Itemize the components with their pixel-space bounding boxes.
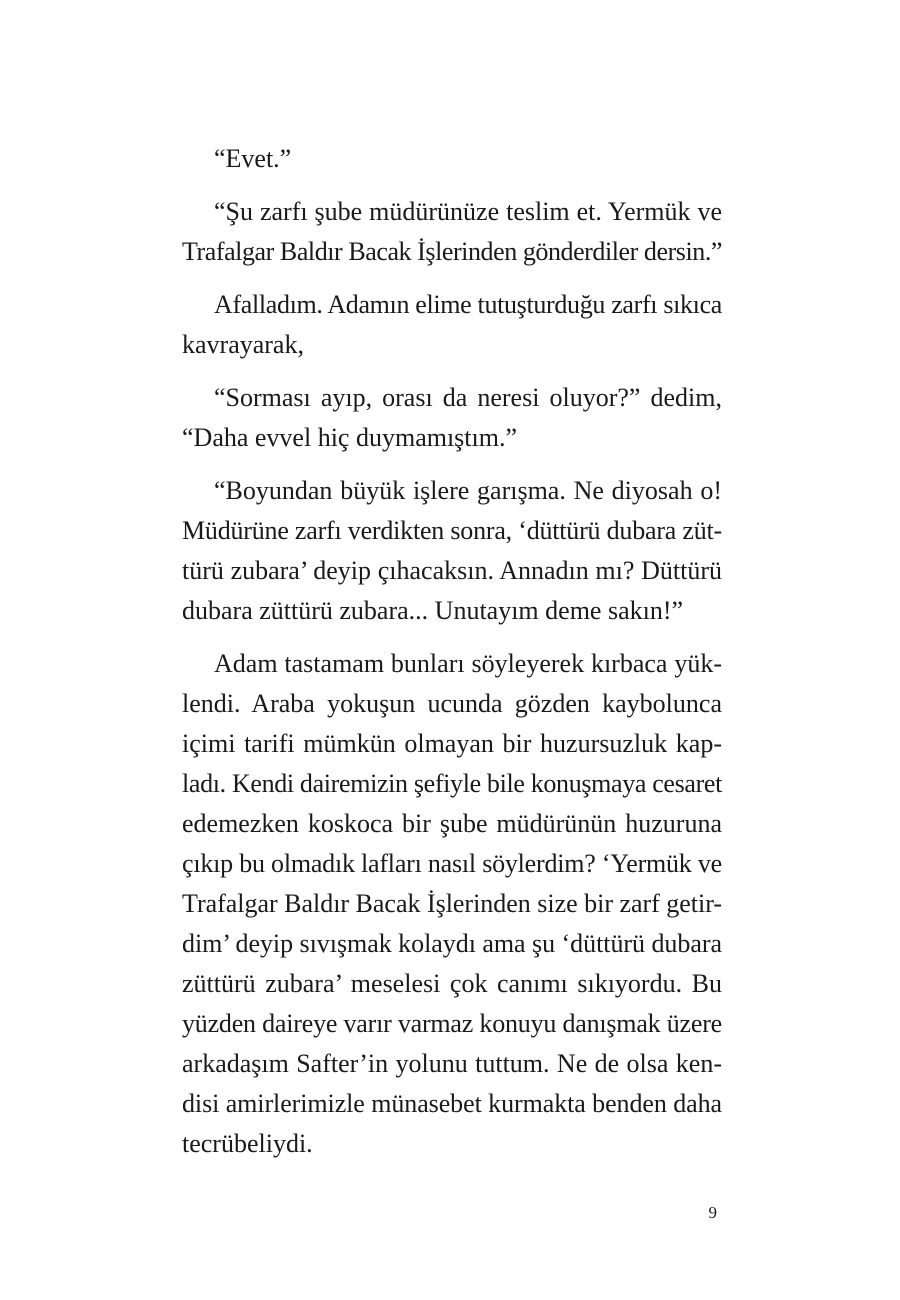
text-line: Afalladım. Adamın elime tutuşturduğu zarfı sıkıca bbox=[214, 290, 722, 319]
text-line: “Boyundan büyük işlere garışma. Ne diyosah o! bbox=[214, 476, 722, 505]
text-line: “Sorması ayıp, orası da neresi oluyor?” dedim, bbox=[214, 383, 722, 412]
text-line: ladı. Kendi dairemizin şefiyle bile konuşmaya cesaret bbox=[182, 769, 722, 798]
text-line: edemezken koskoca bir şube müdürünün huzuruna bbox=[182, 809, 722, 838]
text-line: lendi. Araba yokuşun ucunda gözden kaybolunca bbox=[182, 689, 722, 718]
text-line: Adam tastamam bunları söyleyerek kırbaca yük- bbox=[214, 649, 722, 678]
text-line: Trafalgar Baldır Bacak İşlerinden size bir zarf getir- bbox=[182, 889, 722, 918]
text-line: Trafalgar Baldır Bacak İşlerinden gönderdiler dersin.” bbox=[182, 237, 722, 266]
paragraph-1 bbox=[182, 139, 722, 179]
paragraph-5 bbox=[182, 471, 722, 631]
text-line: “Daha evvel hiç duymamıştım.” bbox=[182, 423, 518, 452]
text-line: dim’ deyip sıvışmak kolaydı ama şu ‘düttürü dubara bbox=[182, 929, 722, 958]
text-line: tecrübeliydi. bbox=[182, 1129, 313, 1158]
text-line: türü zubara’ deyip çıhacaksın. Annadın mı? Düttürü bbox=[182, 556, 722, 585]
paragraph-6 bbox=[182, 644, 722, 1164]
paragraph-3 bbox=[182, 285, 722, 365]
text-line: “Şu zarfı şube müdürünüze teslim et. Yermük ve bbox=[214, 197, 722, 226]
page-number: 9 bbox=[708, 1203, 717, 1222]
paragraph-2 bbox=[182, 192, 722, 272]
text-line: içimi tarifi mümkün olmayan bir huzursuzluk kap- bbox=[182, 729, 722, 758]
text-line: “Evet.” bbox=[214, 144, 292, 173]
page-body bbox=[182, 139, 722, 1177]
text-line: dubara züttürü zubara... Unutayım deme sakın!” bbox=[182, 596, 684, 625]
text-line: züttürü zubara’ meselesi çok canımı sıkıyordu. Bu bbox=[182, 969, 722, 998]
text-line: çıkıp bu olmadık lafları nasıl söylerdim? ‘Yermük ve bbox=[182, 849, 722, 878]
text-line: disi amirlerimizle münasebet kurmakta benden daha bbox=[182, 1089, 722, 1118]
text-line: Müdürüne zarfı verdikten sonra, ‘düttürü dubara züt- bbox=[182, 516, 722, 545]
text-line: yüzden daireye varır varmaz konuyu danışmak üzere bbox=[182, 1009, 722, 1038]
paragraph-4 bbox=[182, 378, 722, 458]
text-line: kavrayarak, bbox=[182, 330, 304, 359]
text-line: arkadaşım Safter’in yolunu tuttum. Ne de olsa ken- bbox=[182, 1049, 722, 1078]
